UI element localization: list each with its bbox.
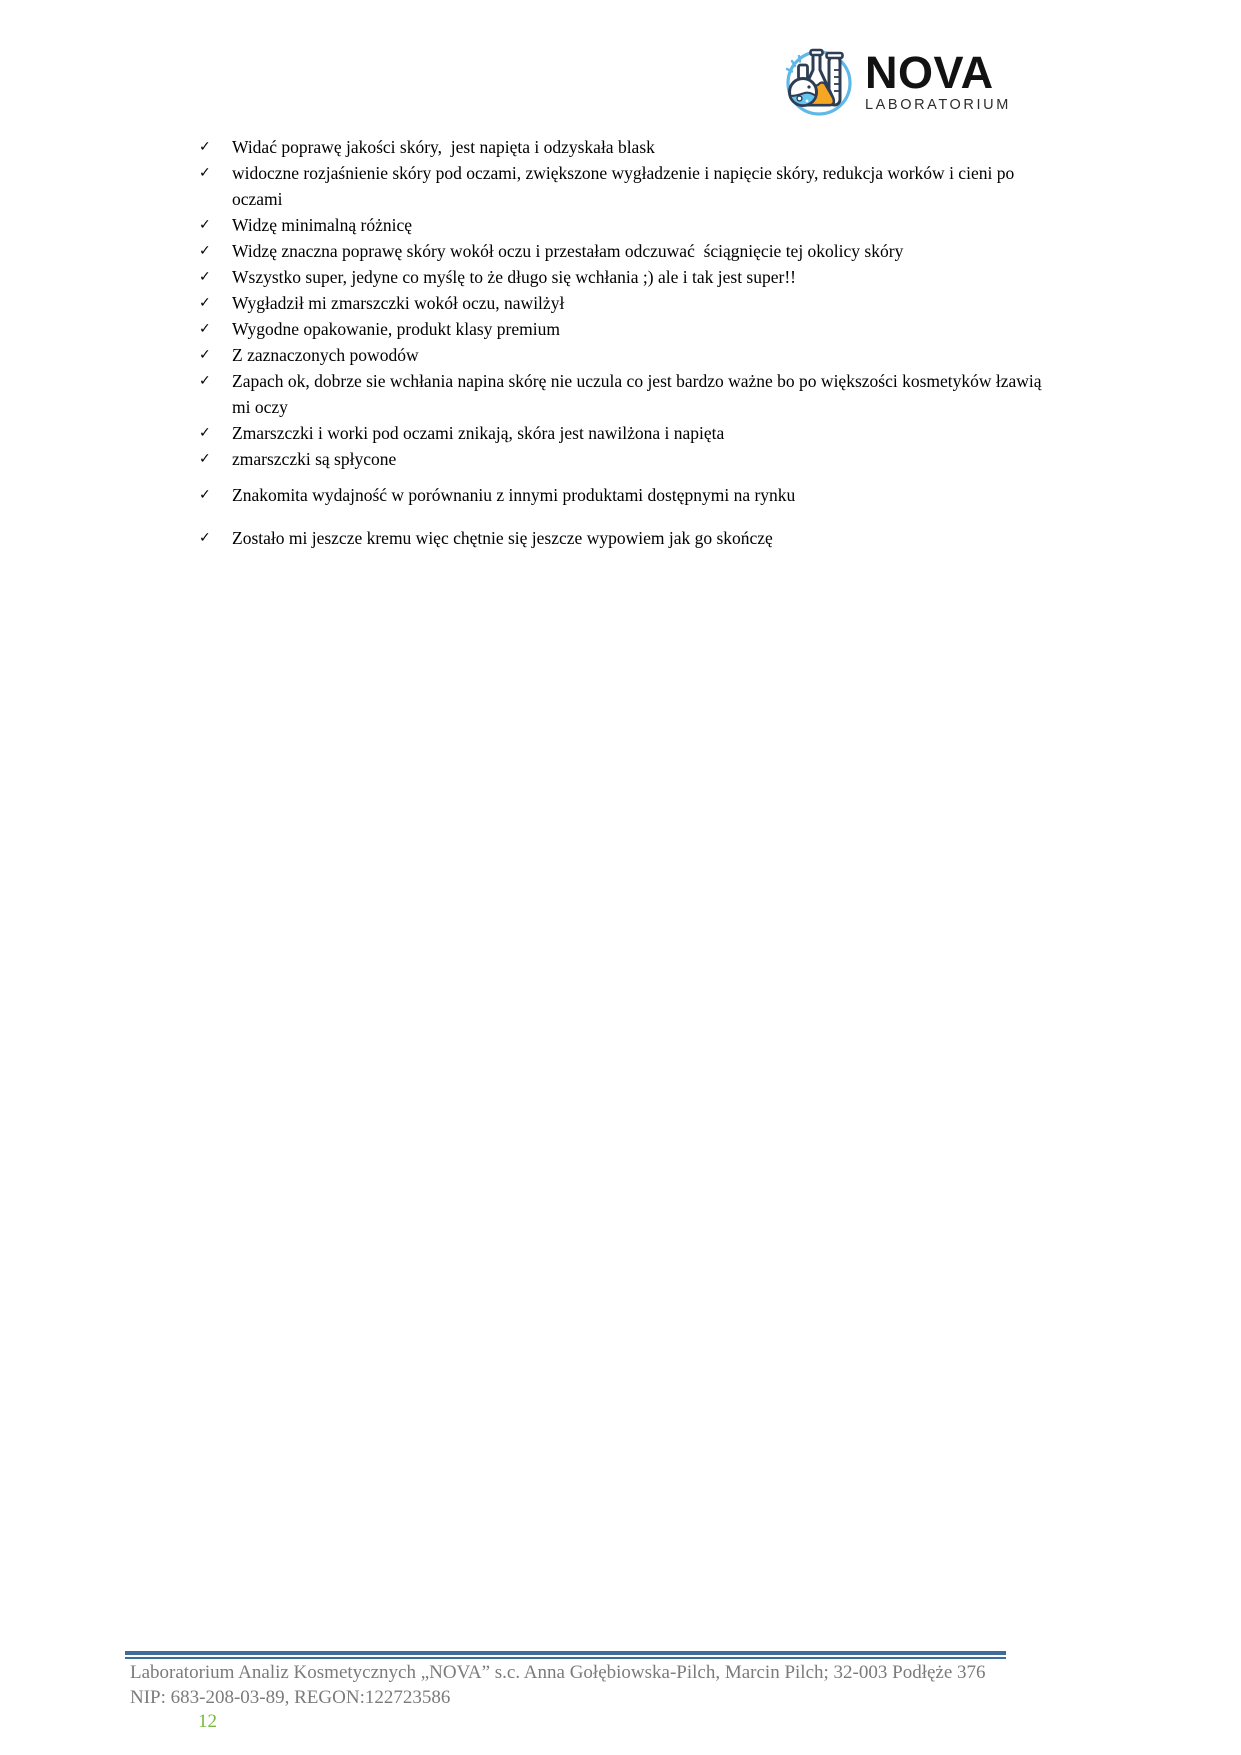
checklist-item: [199, 238, 1059, 264]
checklist-item-text: Wszystko super, jedyne co myślę to że długo się wchłania ;) ale i tak jest super!!: [232, 267, 796, 287]
checkmark-icon: ✓: [199, 165, 211, 181]
checkmark-icon: ✓: [199, 487, 211, 503]
checklist-item-text: Widzę znaczna poprawę skóry wokół oczu i przestałam odczuwać ściągnięcie tej okolicy skóry: [232, 241, 904, 261]
checklist-item: [199, 482, 1059, 508]
checklist-item: [199, 525, 1059, 551]
checklist-item: [199, 290, 1059, 316]
checklist-item-text: Wygładził mi zmarszczki wokół oczu, nawilżył: [232, 293, 565, 313]
footer-registration-line: NIP: 683-208-03-89, REGON:122723586: [130, 1687, 451, 1708]
checkmark-icon: ✓: [199, 451, 211, 467]
checkmark-icon: ✓: [199, 347, 211, 363]
checklist-item-text: zmarszczki są spłycone: [232, 449, 397, 469]
checklist-item: [199, 342, 1059, 368]
checkmark-icon: ✓: [199, 425, 211, 441]
checklist-item: [199, 446, 1059, 472]
checklist-item-text: Z zaznaczonych powodów: [232, 345, 419, 365]
checklist-item: [199, 212, 1059, 238]
lab-flasks-icon: [779, 40, 859, 122]
checklist-item: [199, 160, 1059, 212]
footer-company-line: Laboratorium Analiz Kosmetycznych „NOVA” s.c. Anna Gołębiowska-Pilch, Marcin Pilch; 32-003 Podłęże 376: [130, 1662, 986, 1683]
footer-divider-thin-line: [125, 1657, 1006, 1659]
checklist-item: [199, 420, 1059, 446]
checkmark-icon: ✓: [199, 269, 211, 285]
checklist-item-text: Widać poprawę jakości skóry, jest napięta i odzyskała blask: [232, 137, 655, 157]
logo-subtitle: LABORATORIUM: [865, 96, 1011, 113]
logo-text: [865, 46, 1011, 113]
checklist: [199, 134, 1059, 551]
page-number: 12: [198, 1711, 217, 1732]
checklist-item-text: Widzę minimalną różnicę: [232, 215, 413, 235]
checklist-item: [199, 264, 1059, 290]
checklist-item-text: Znakomita wydajność w porównaniu z innymi produktami dostępnymi na rynku: [232, 485, 796, 505]
checkmark-icon: ✓: [199, 530, 211, 546]
checklist-item-text: Zapach ok, dobrze sie wchłania napina skórę nie uczula co jest bardzo ważne bo po większości kosmetyków łzawią mi oczy: [232, 371, 1046, 417]
checklist-item: [199, 134, 1059, 160]
footer-divider: [125, 1651, 1006, 1659]
checkmark-icon: ✓: [199, 321, 211, 337]
checkmark-icon: ✓: [199, 373, 211, 389]
checkmark-icon: ✓: [199, 217, 211, 233]
checklist-item-text: Zmarszczki i worki pod oczami znikają, skóra jest nawilżona i napięta: [232, 423, 725, 443]
logo: [779, 40, 1011, 122]
checklist-item-text: Wygodne opakowanie, produkt klasy premium: [232, 319, 560, 339]
checkmark-icon: ✓: [199, 295, 211, 311]
checkmark-icon: ✓: [199, 243, 211, 259]
checkmark-icon: ✓: [199, 139, 211, 155]
checklist-item-text: widoczne rozjaśnienie skóry pod oczami, zwiększone wygładzenie i napięcie skóry, redukcja worków i cieni po oczami: [232, 163, 1019, 209]
checklist-item: [199, 368, 1059, 420]
logo-name: NOVA: [865, 46, 994, 98]
checklist-item: [199, 316, 1059, 342]
checklist-item-text: Zostało mi jeszcze kremu więc chętnie się jeszcze wypowiem jak go skończę: [232, 528, 773, 548]
